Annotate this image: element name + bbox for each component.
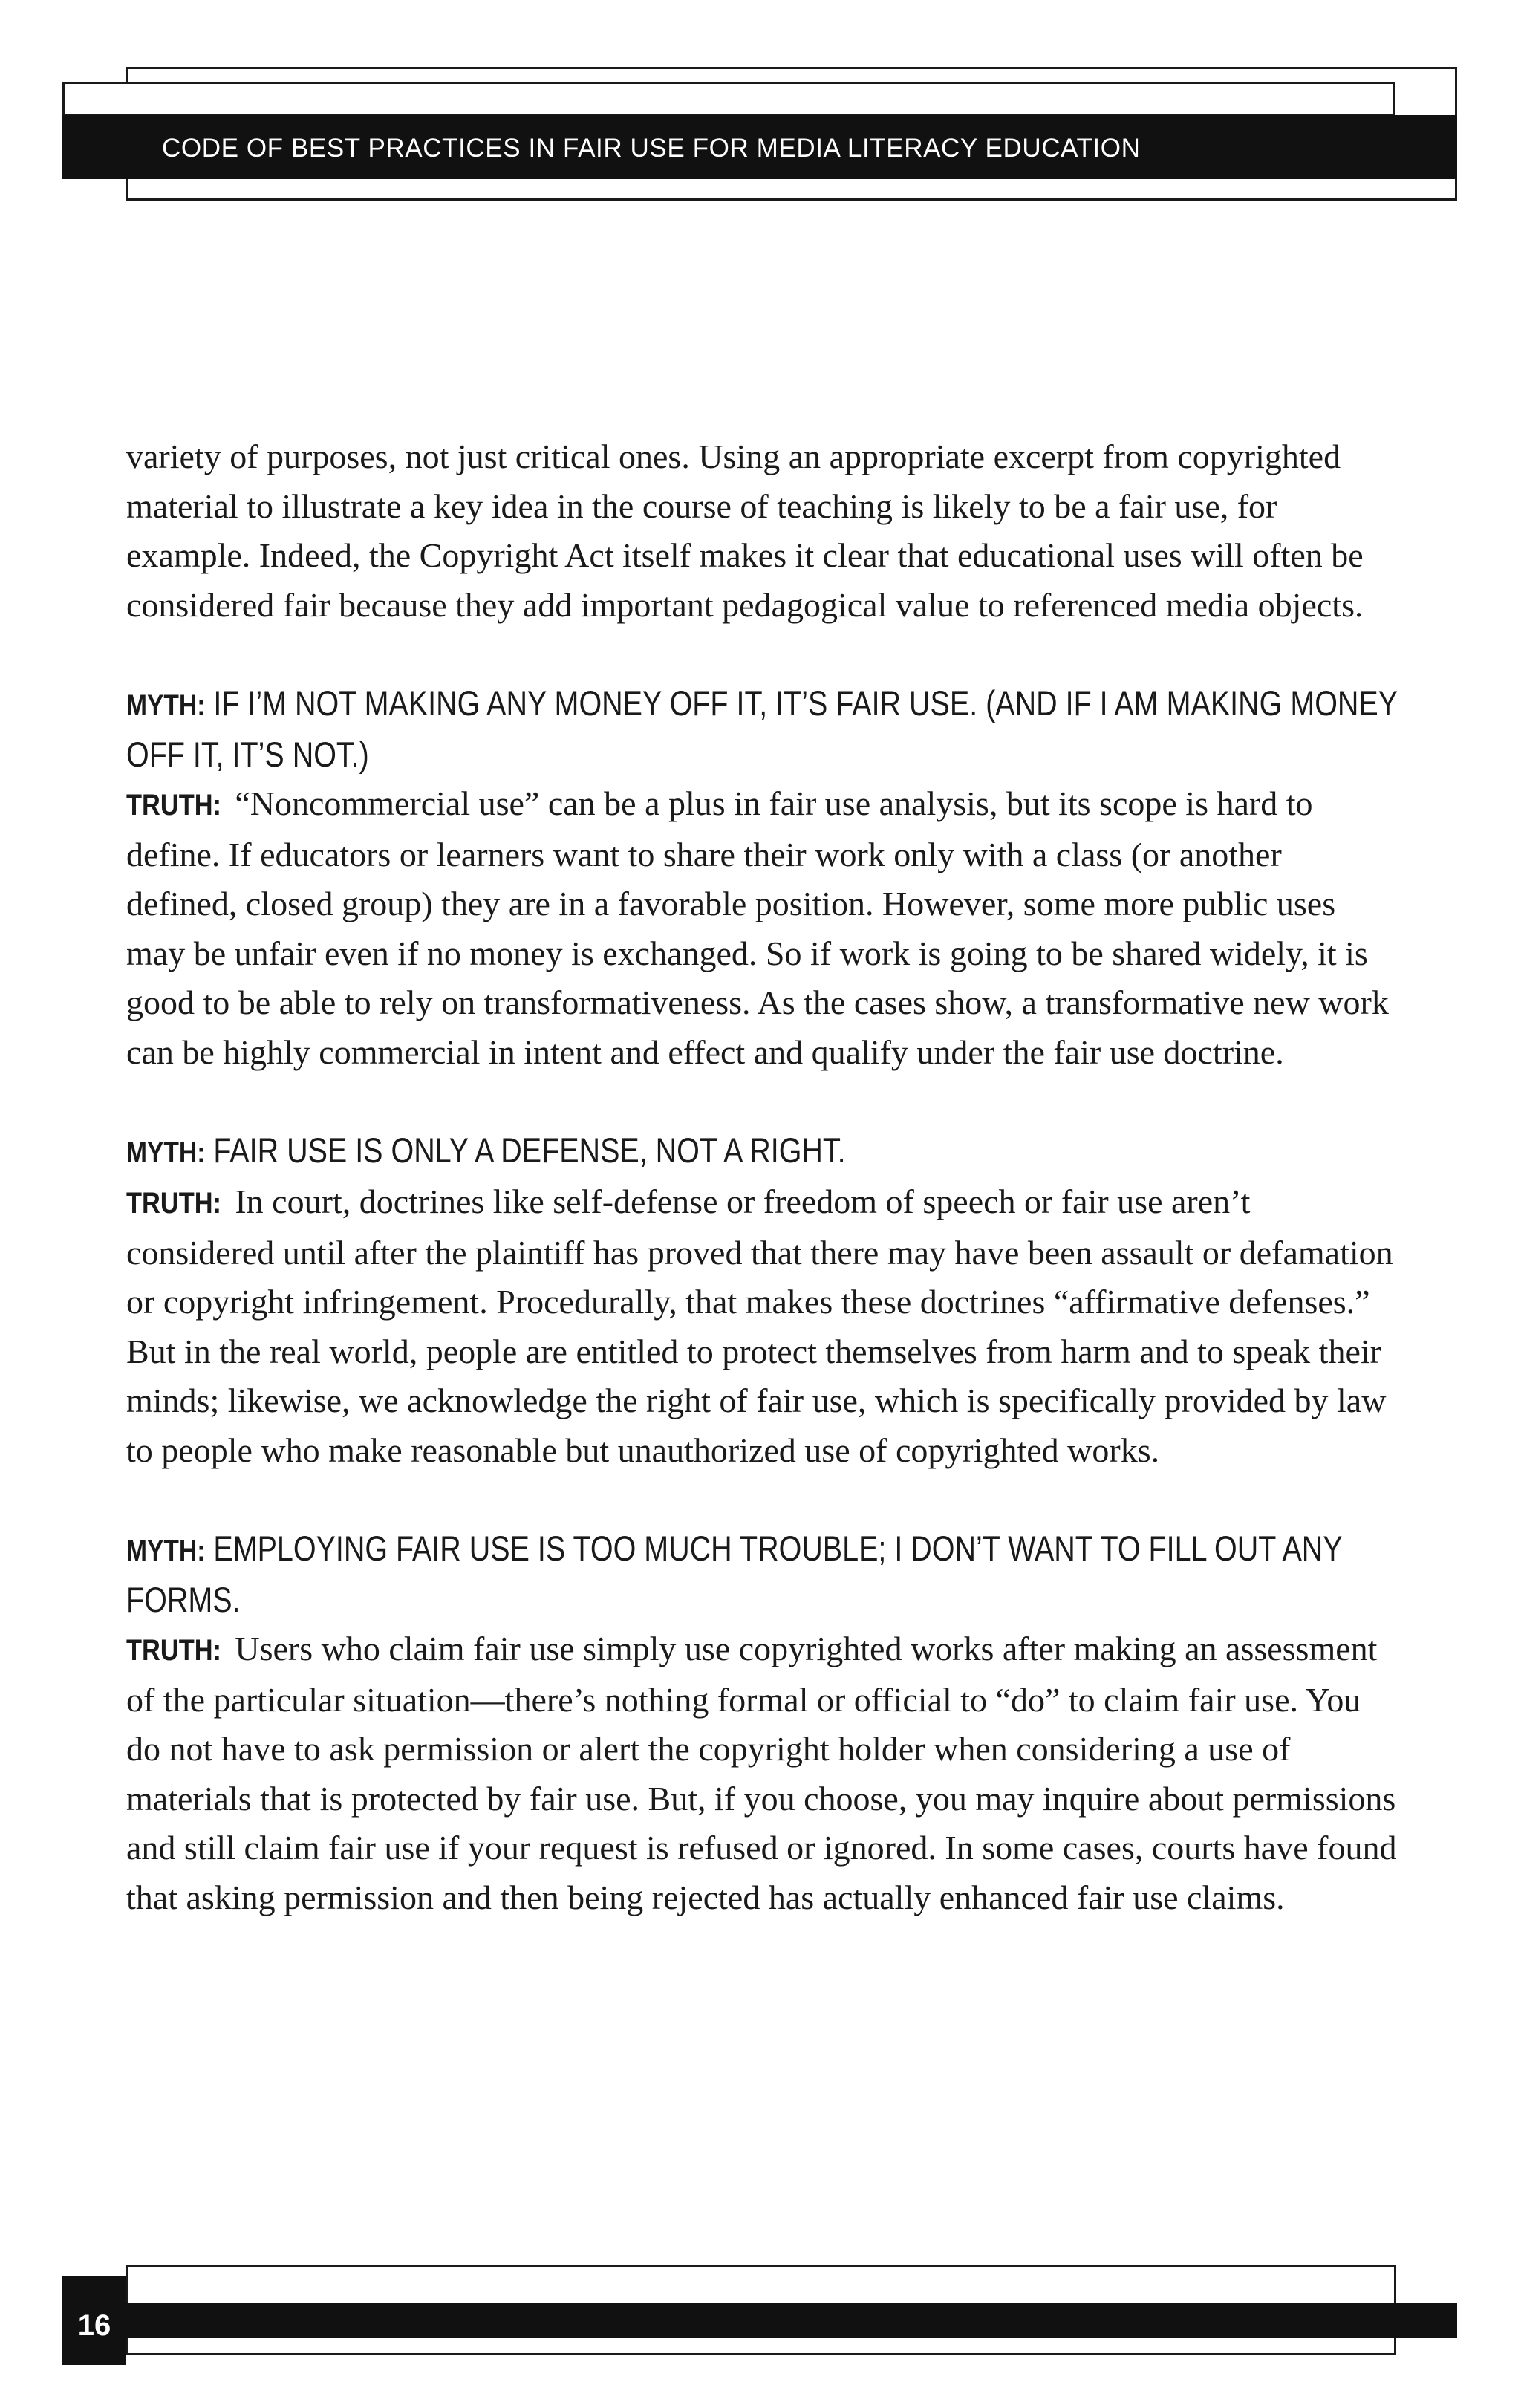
truth-label: TRUTH: bbox=[126, 1634, 222, 1667]
truth-statement bbox=[126, 779, 1400, 1077]
page-number: 16 bbox=[77, 2309, 111, 2342]
myth-text: EMPLOYING FAIR USE IS TOO MUCH TROUBLE; I DON’T WANT TO FILL OUT ANY FORMS. bbox=[126, 1529, 1342, 1619]
truth-text: In court, doctrines like self-defense or freedom of speech or fair use aren’t considered until after the plaintiff has proved that there may have been assault or defamation or copyright infringement. Procedurally, that makes these doctrines “affirmative defenses.” But in the real world, people are entitled to protect themselves from harm and to speak their minds; likewise, we acknowledge the right of fair use, which is specifically provided by law to people who make reasonable but unauthorized use of copyrighted works. bbox=[126, 1182, 1393, 1469]
truth-statement bbox=[126, 1177, 1400, 1475]
myth-label: MYTH: bbox=[126, 1136, 206, 1169]
myth-text: IF I’M NOT MAKING ANY MONEY OFF IT, IT’S FAIR USE. (AND IF I AM MAKING MONEY OFF IT, IT’S NOT.) bbox=[126, 683, 1398, 774]
intro-paragraph: variety of purposes, not just critical ones. Using an appropriate excerpt from copyrighted material to illustrate a key idea in the course of teaching is likely to be a fair use, for example. Indeed, the Copyright Act itself makes it clear that educational uses will often be considered fair because they add important pedagogical value to referenced media objects. bbox=[126, 437, 1364, 624]
myth-statement bbox=[126, 679, 1399, 779]
myth-statement bbox=[126, 1524, 1399, 1624]
document-title: CODE OF BEST PRACTICES IN FAIR USE FOR MEDIA LITERACY EDUCATION bbox=[162, 134, 1141, 163]
truth-text: Users who claim fair use simply use copyrighted works after making an assessment of the particular situation—there’s nothing formal or official to “do” to claim fair use. You do not have to ask permission or alert the copyright holder when considering a use of materials that is protected by fair use. But, if you choose, you may inquire about permissions and still claim fair use if your request is refused or ignored. In some cases, courts have found that asking permission and then being rejected has actually enhanced fair use claims. bbox=[126, 1630, 1397, 1916]
truth-statement bbox=[126, 1624, 1400, 1922]
myth-label: MYTH: bbox=[126, 1535, 206, 1567]
header-inner-frame bbox=[62, 82, 1395, 116]
myth-section-1 bbox=[126, 679, 1400, 1077]
footer-bar bbox=[62, 2303, 1457, 2338]
myth-label: MYTH: bbox=[126, 689, 206, 722]
truth-text: “Noncommercial use” can be a plus in fair use analysis, but its scope is hard to define. If educators or learners want to share their work only with a class (or another defined, closed group) they are in a favorable position. However, some more public uses may be unfair even if no money is exchanged. So if work is going to be shared widely, it is good to be able to rely on transformativeness. As the cases show, a transformative new work can be highly commercial in intent and effect and qualify under the fair use doctrine. bbox=[126, 784, 1389, 1071]
page-content bbox=[126, 432, 1400, 1922]
truth-label: TRUTH: bbox=[126, 789, 222, 821]
truth-label: TRUTH: bbox=[126, 1187, 222, 1220]
myth-text: FAIR USE IS ONLY A DEFENSE, NOT A RIGHT. bbox=[213, 1130, 846, 1170]
myth-section-2 bbox=[126, 1126, 1400, 1475]
myth-statement bbox=[126, 1126, 1399, 1177]
myth-section-3 bbox=[126, 1524, 1400, 1922]
